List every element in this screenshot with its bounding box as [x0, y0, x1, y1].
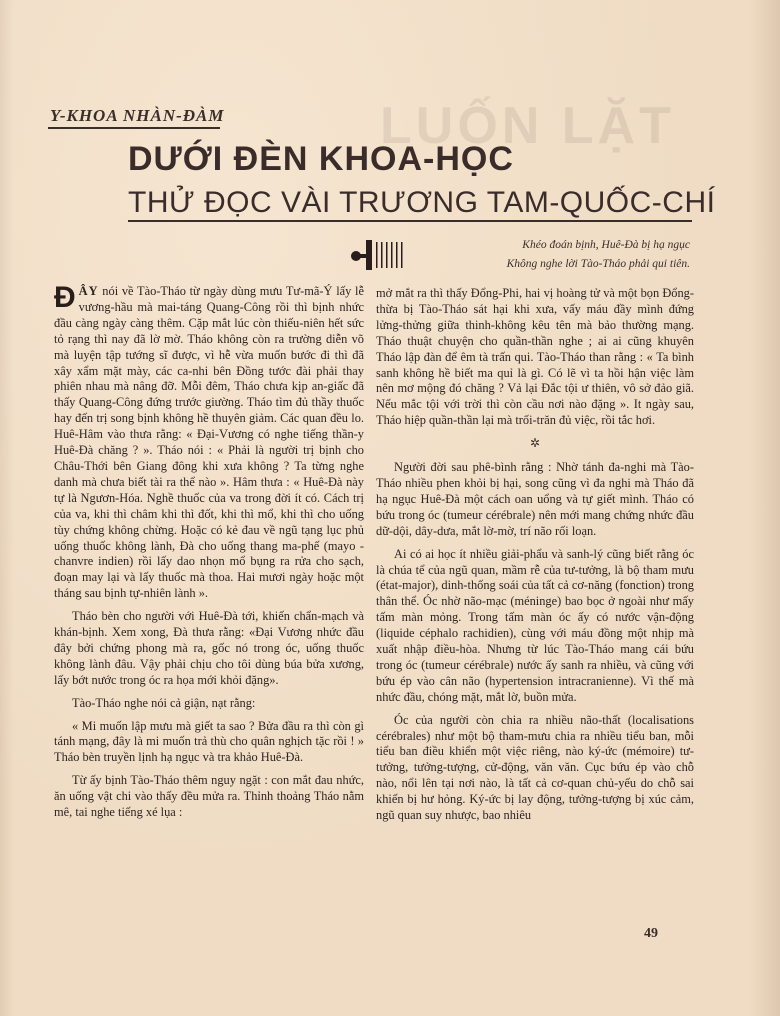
paragraph: Ai có ai học ít nhiều giải-phẩu và sanh-lý cũng biết rằng óc là chúa tể của ngũ quan, mầm rễ của tư-tưởng, là bộ tham mưu (état-major), dinh-thống soái của tất cả cơ-năng (fonction) trong thân thể. Óc nhờ não-mạc (méninge) bao bọc ở ngoài như mấy tấm màn mỏng. Trong tấm màn óc ấy có nước vận-động (liquide céphalo rachidien), cùng với máu đồng một nhịp mà xuất nhập điều-hòa. Nhưng từ lúc Tào-Tháo mang cái bứu trong óc (tumeur cérébrale) nước ấy sanh ra nhiều, và cũng với bứu ép vào cân não (hypertension intracranienne). Vì thế mà nhức đầu, chóng mặt, mắt lờ, buồn mửa. — [376, 546, 694, 704]
paragraph: Óc của người còn chia ra nhiều não-thất (localisations cérébrales) như một bộ tham-mưu chia ra nhiều tiểu ban, mỗi tiểu ban điều khiển một việc riêng, nào ký-ức (mémoire) tư-tưởng, tưởng-tượng, cử-động, văn văn. Cục bứu ép vào chỗ nào, nổi lên tại nơi nào, là tất cả cơ-quan chủ-yếu do chỗ sai khiến bị hư hỏng. Ký-ức bị lay động, tưởng-tượng bị xúc cảm, ngũ quan suy nhược, bao nhiêu — [376, 712, 694, 823]
paragraph — [54, 281, 364, 602]
section-label: Y-KHOA NHÀN-ĐÀM — [50, 106, 225, 125]
section-separator-icon: ✲ — [529, 436, 541, 451]
drop-cap-rest: ÂY — [78, 284, 99, 298]
epigraph-line1: Khéo đoán bịnh, Huê-Đà bị hạ ngục — [522, 239, 690, 251]
ornament-icon — [346, 236, 410, 272]
title-underline — [128, 220, 692, 222]
left-column — [54, 281, 364, 828]
paragraph: Người đời sau phê-bình rằng : Nhờ tánh đa-nghi mà Tào-Tháo nhiều phen khỏi bị hại, song cũng vì đa nghi mà Tháo đã hạ ngục Huê-Đà một cách oan uổng và tự giết mình. Tháo có bứu trong óc (tumeur cérébrale) nên mới mang chứng nhức đầu dữ-dội, dây-dưa, mắt lờ-mờ, trí não rối loạn. — [376, 460, 694, 538]
article-title-line1: DƯỚI ĐÈN KHOA-HỌC — [128, 140, 514, 178]
paragraph: mở mắt ra thì thấy Đổng-Phi, hai vị hoàng tử và một bọn Đổng-thừa bị Tào-Tháo sát hại khi xưa, vấy máu đầy mình đứng lửng-thửng giữa thinh-không kêu tên mà bảo thường mạng. Tháo thuật chuyện cho quần-thần nghe ; ai ai cũng khuyên Tháo lập đàn để êm tà trấn qui. Tào-Tháo than rằng : « Ta bình sanh không hề biết ma quỉ là gì. Có lẽ vì ta hồi hận việc làm nên mơ mộng đó chăng ? Vả lại Đắc tội ư thiên, vô sở đảo giã. Nếu mắc tội với trời thì còn cầu nơi nào đặng ». It ngày sau, Tháo hiệp quần-thần lại mà trối-trăn đủ việc, rồi tắc hơi. — [376, 286, 694, 428]
epigraph-line2: Không nghe lời Tào-Tháo phải qui tiên. — [506, 258, 690, 270]
paragraph: « Mi muốn lập mưu mà giết ta sao ? Bửa đầu ra thì còn gì tánh mạng, đây là mi muốn trả thù cho quân nghịch tặc rồi ! » Tháo bèn truyền lịnh hạ ngục và tra khảo Huê-Đà. — [54, 718, 364, 765]
paragraph: Tháo bèn cho người với Huê-Đà tới, khiến chẩn-mạch và khán-bịnh. Xem xong, Đà thưa rằng: «Đại Vương nhức đầu đây bởi chứng phong mà ra, gốc nó trong óc, uống thuốc không lành đâu. Vậy phải chịu cho tôi dùng búa bửa xương, lấy bớt nước trong óc ra họa mới khỏi đặng». — [54, 609, 364, 687]
paragraph-text: nói về Tào-Tháo từ ngày dùng mưu Tư-mã-Ý lấy lễ vương-hầu mà mai-táng Quang-Công rồi thì bịnh nhức đầu càng ngày càng thêm. Cặp mắt lúc còn thiếu-niên hết sức tỏ rạng thì nay đã lờ mờ. Tháo không còn ra trường diễn võ mà luyện tập tướng sĩ được, vì hễ vừa muốn bước đi thì đã xây xẩm mặt mày, các ca-nhi bên Đồng tước đài phải thay phiên nhau mà nâng đỡ. Mỗi đêm, Tháo chưa kịp an-giấc đã thấy Quang-Công đứng trước giường. Tháo tìm đủ thầy thuốc hay đến trị song bịnh không hề thuyên giảm. Các quan đều lo. Huê-Hâm vào thưa rằng: « Đại-Vương có nghe tiếng thần-y Huê-Đà chăng ? ». Tháo nói : « Phải là người trị bịnh cho Châu-Thới bên Giang đông khi xưa không ? Ta từng nghe danh mà chưa biết tài ra thể nào ». Hâm thưa : « Huê-Đà này tự là Ngươn-Hóa. Nghề thuốc của va trong đời ít có. Cách trị của va, khi thì châm khi thì đốt, khi thì mổ, khi thì cho uống tùy chứng không chừng. Hoặc có kẻ đau về ngũ tạng lục phủ uống thuốc không lành, Đà cho uống thang ma-phế (mayo - chanvre indien) rồi lấy dao nhọn mổ bụng ra rửa cho sạch, đoạn may lại và lấy thuốc mà thoa. Hai mươi ngày hoặc một tháng sau bịnh tự-nhiên lành ». — [54, 284, 364, 601]
article-title-line2: THỬ ĐỌC VÀI TRƯƠNG TAM-QUỐC-CHÍ — [128, 186, 716, 219]
epigraph — [420, 236, 690, 274]
section-underline — [48, 127, 220, 129]
paragraph: Tào-Tháo nghe nói cả giận, nạt rằng: — [72, 695, 256, 710]
paragraph: Từ ấy bịnh Tào-Tháo thêm nguy ngặt : con mắt đau nhức, ăn uống vật chi vào thấy đều mửa ra. Thỉnh thoảng Tháo nằm mê, tai nghe tiếng xé lụa : — [54, 773, 364, 820]
page-number: 49 — [644, 926, 658, 941]
show-through-text: LUỐN LẶT — [380, 97, 675, 155]
right-column — [376, 286, 694, 831]
drop-cap: Đ — [54, 281, 76, 314]
